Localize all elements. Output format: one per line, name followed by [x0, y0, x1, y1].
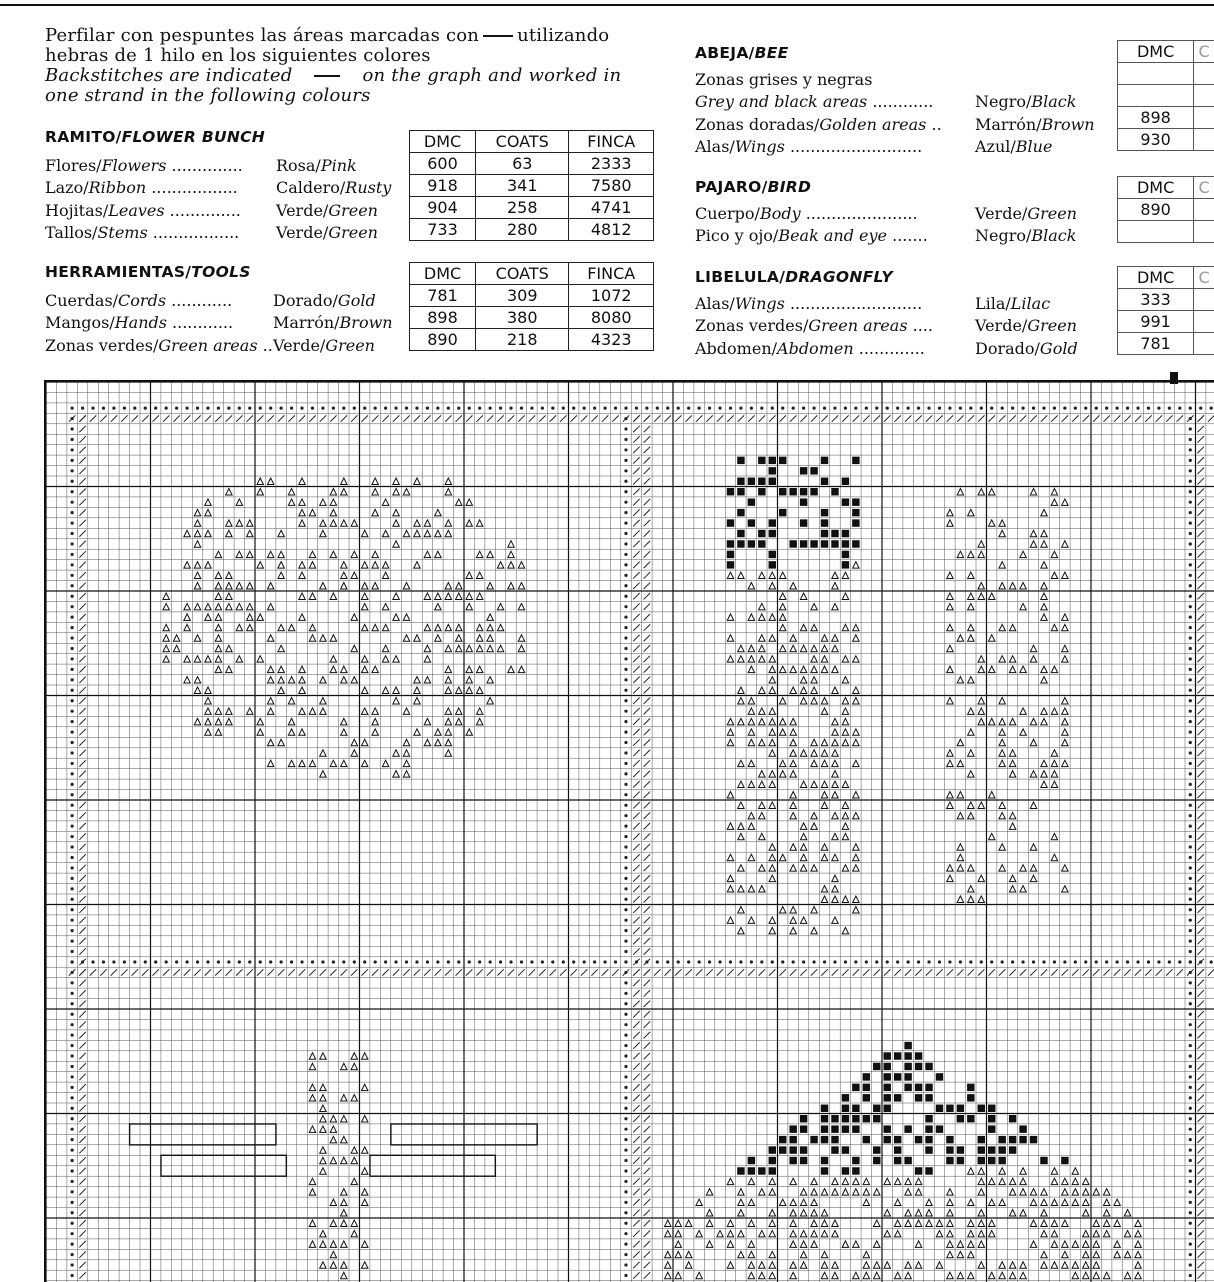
code-cell [1118, 85, 1194, 107]
thread-area-label: Cuerpo/Body ...................... [695, 204, 975, 223]
dragonfly-section [695, 268, 1115, 360]
code-cell: 781 [1118, 333, 1194, 355]
code-row [410, 153, 654, 175]
clipped-column-letter: C [1194, 41, 1214, 63]
thread-color-label: Verde/Green [276, 223, 378, 242]
code-cell [1118, 63, 1194, 85]
tools-title: HERRAMIENTAS/TOOLS [45, 263, 410, 281]
intro-line-1b: utilizando [517, 25, 609, 46]
code-row [1118, 311, 1214, 333]
thread-color-label: Caldero/Rusty [276, 178, 391, 197]
cross-stitch-chart [44, 380, 1214, 1282]
backstitch-dash-en [314, 75, 340, 77]
code-cell: 991 [1118, 311, 1194, 333]
thread-area-label: Grey and black areas ............ [695, 92, 975, 111]
header-coats: COATS [476, 131, 569, 153]
legend-row [45, 334, 410, 357]
flower-code-table [409, 130, 654, 241]
code-row [410, 197, 654, 219]
thread-area-label: Zonas doradas/Golden areas .. [695, 115, 975, 134]
code-cell: 600 [410, 153, 476, 175]
backstitch-dash [483, 35, 513, 37]
code-cell: 7580 [569, 175, 654, 197]
header-finca: FINCA [569, 131, 654, 153]
code-row [1118, 333, 1214, 355]
thread-color-label: Verde/Green [276, 201, 378, 220]
code-header-row [1118, 267, 1214, 289]
code-cell: 2333 [569, 153, 654, 175]
legend-row [45, 312, 410, 335]
code-cell: 258 [476, 197, 569, 219]
code-row [1118, 221, 1214, 243]
code-cell: 930 [1118, 129, 1194, 151]
code-cell: 918 [410, 175, 476, 197]
thread-color-label: Dorado/Gold [273, 291, 376, 310]
clipped-column-letter: C [1194, 267, 1214, 289]
header-dmc: DMC [410, 263, 476, 285]
legend-row [695, 202, 1115, 225]
thread-color-label: Marrón/Brown [273, 313, 393, 332]
code-row [410, 307, 654, 329]
thread-color-label: Marrón/Brown [975, 115, 1095, 134]
code-cell: 280 [476, 219, 569, 241]
bird-code-table [1117, 176, 1214, 243]
code-cell: 4323 [569, 329, 654, 351]
grid-lines [46, 382, 1214, 1282]
code-cell: 218 [476, 329, 569, 351]
code-row [410, 285, 654, 307]
legend-row [45, 199, 410, 222]
bird-title: PAJARO/BIRD [695, 178, 1115, 196]
header-dmc: DMC [1118, 41, 1194, 63]
legend-row [45, 222, 410, 245]
intro-line-2: hebras de 1 hilo en los siguientes colores [45, 46, 665, 66]
thread-color-label: Azul/Blue [975, 137, 1052, 156]
clipped-column-letter: C [1194, 177, 1214, 199]
code-row [1118, 63, 1214, 85]
thread-color-label: Lila/Lilac [975, 294, 1050, 313]
tools-code-table [409, 262, 654, 351]
legend-row [695, 225, 1115, 248]
legend-row [695, 292, 1115, 315]
thread-color-label: Negro/Black [975, 92, 1076, 111]
bee-section [695, 44, 1115, 158]
intro-line-3b: on the graph and worked in [362, 65, 621, 86]
intro-line-1: Perfilar con pespuntes las áreas marcadas con [45, 25, 479, 46]
thread-area-label: Flores/Flowers .............. [45, 156, 276, 175]
bee-code-table [1117, 40, 1214, 151]
code-row [410, 219, 654, 241]
header-coats: COATS [476, 263, 569, 285]
dragonfly-title: LIBELULA/DRAGONFLY [695, 268, 1115, 286]
thread-area-label: Mangos/Hands ............ [45, 313, 273, 332]
thread-color-label: Dorado/Gold [975, 339, 1078, 358]
code-row [410, 329, 654, 351]
thread-area-label: Tallos/Stems ................. [45, 223, 276, 242]
legend-row [695, 113, 1115, 136]
code-cell: 733 [410, 219, 476, 241]
header-dmc: DMC [1118, 267, 1194, 289]
chart-grid-svg [46, 382, 1214, 1282]
thread-area-label: Hojitas/Leaves .............. [45, 201, 276, 220]
thread-color-label: Verde/Green [975, 204, 1077, 223]
thread-color-label: Verde/Green [975, 316, 1077, 335]
thread-color-label: Verde/Green [273, 336, 375, 355]
intro-text [45, 26, 665, 106]
bee-subtitle: Zonas grises y negras [695, 70, 872, 89]
code-cell: 898 [410, 307, 476, 329]
code-cell [1118, 221, 1194, 243]
code-row [1118, 199, 1214, 221]
thread-area-label: Zonas verdes/Green areas .... [695, 316, 975, 335]
code-cell: 890 [1118, 199, 1194, 221]
code-cell: 4741 [569, 197, 654, 219]
code-row [1118, 129, 1214, 151]
code-row [410, 175, 654, 197]
flower-title: RAMITO/FLOWER BUNCH [45, 128, 410, 146]
code-cell: 309 [476, 285, 569, 307]
code-cell: 380 [476, 307, 569, 329]
thread-area-label: Zonas verdes/Green areas .. [45, 336, 273, 355]
code-cell: 63 [476, 153, 569, 175]
tools-section [45, 263, 410, 357]
code-row [1118, 289, 1214, 311]
header-finca: FINCA [569, 263, 654, 285]
code-cell: 1072 [569, 285, 654, 307]
code-cell: 898 [1118, 107, 1194, 129]
code-header-row [1118, 177, 1214, 199]
intro-line-4: one strand in the following colours [45, 86, 665, 106]
code-cell: 781 [410, 285, 476, 307]
code-cell: 4812 [569, 219, 654, 241]
thread-area-label: Alas/Wings .......................... [695, 137, 975, 156]
legend-row [695, 315, 1115, 338]
legend-row [695, 136, 1115, 159]
code-cell: 8080 [569, 307, 654, 329]
code-row [1118, 107, 1214, 129]
intro-line-3a: Backstitches are indicated [45, 65, 292, 86]
legend-row [45, 289, 410, 312]
bird-section [695, 178, 1115, 247]
code-cell: 890 [410, 329, 476, 351]
code-row [1118, 85, 1214, 107]
code-cell: 341 [476, 175, 569, 197]
header-dmc: DMC [1118, 177, 1194, 199]
legend-row [695, 91, 1115, 114]
thread-area-label: Alas/Wings .......................... [695, 294, 975, 313]
top-rule [0, 4, 1214, 6]
legend-row [695, 337, 1115, 360]
header-dmc: DMC [410, 131, 476, 153]
thread-area-label: Abdomen/Abdomen ............. [695, 339, 975, 358]
legend-row [45, 177, 410, 200]
thread-color-label: Negro/Black [975, 226, 1076, 245]
thread-area-label: Cuerdas/Cords ............ [45, 291, 273, 310]
thread-area-label: Lazo/Ribbon ................. [45, 178, 276, 197]
code-header-row [1118, 41, 1214, 63]
dragonfly-code-table [1117, 266, 1214, 355]
flower-section [45, 128, 410, 244]
thread-color-label: Rosa/Pink [276, 156, 357, 175]
code-cell: 333 [1118, 289, 1194, 311]
thread-area-label: Pico y ojo/Beak and eye ....... [695, 226, 975, 245]
code-cell: 904 [410, 197, 476, 219]
bee-title: ABEJA/BEE [695, 44, 1115, 62]
legend-row [45, 154, 410, 177]
